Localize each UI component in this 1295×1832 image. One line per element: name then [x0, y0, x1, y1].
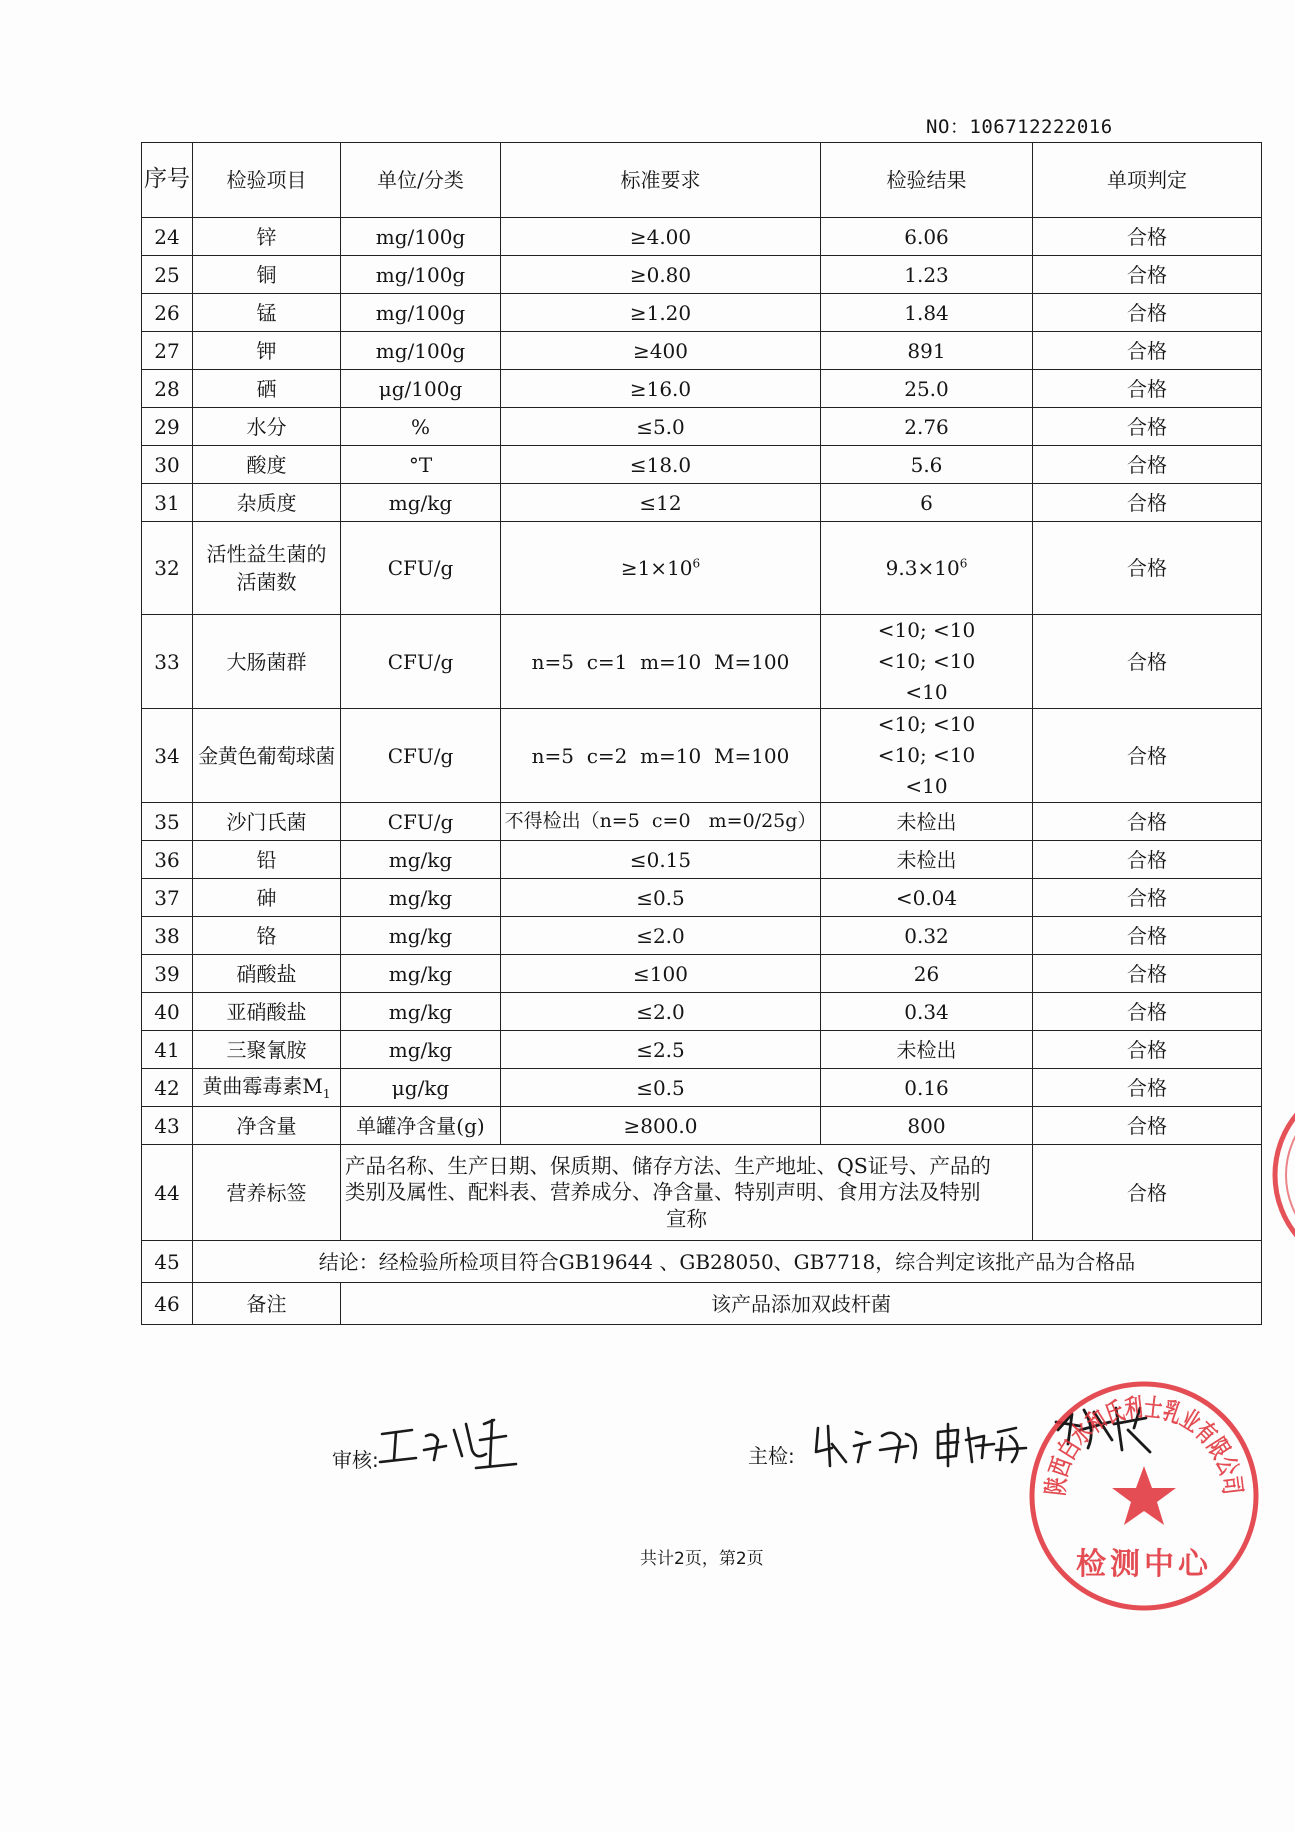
row-no: 40 — [142, 993, 193, 1031]
document-number: NO：106712222016 — [926, 116, 1113, 138]
seal-center-text: 检测中心 — [1076, 1547, 1212, 1582]
table-row — [142, 370, 1262, 408]
row-judgment: 合格 — [1033, 615, 1262, 709]
row-no: 39 — [142, 955, 193, 993]
row-result: 5.6 — [821, 446, 1033, 484]
row-unit: CFU/g — [341, 803, 501, 841]
table-row — [142, 615, 1262, 709]
row-result: 0.34 — [821, 993, 1033, 1031]
row-no: 32 — [142, 522, 193, 615]
row-result: 25.0 — [821, 370, 1033, 408]
result-line: <10 — [905, 680, 948, 704]
row-no: 37 — [142, 879, 193, 917]
table-row — [142, 1145, 1262, 1241]
row-item: 锰 — [193, 294, 341, 332]
row-judgment: 合格 — [1033, 709, 1262, 803]
reviewer-signature — [376, 1410, 526, 1478]
inspector-signature-2 — [932, 1418, 1032, 1474]
page-footer: 共计2页，第2页 — [640, 1549, 764, 1569]
row-no: 42 — [142, 1069, 193, 1107]
row-standard: ≤5.0 — [501, 408, 821, 446]
table-row — [142, 803, 1262, 841]
row-standard: ≤0.5 — [501, 879, 821, 917]
row-item: 铬 — [193, 917, 341, 955]
row-item — [193, 1069, 341, 1107]
inspection-table — [141, 142, 1262, 1325]
table-row — [142, 841, 1262, 879]
row-item: 营养标签 — [193, 1145, 341, 1241]
row-no: 41 — [142, 1031, 193, 1069]
requirement-line: 宣称 — [666, 1206, 707, 1231]
row-item: 钾 — [193, 332, 341, 370]
row-result: <0.04 — [821, 879, 1033, 917]
row-no: 35 — [142, 803, 193, 841]
table-row — [142, 446, 1262, 484]
row-result: 0.16 — [821, 1069, 1033, 1107]
row-standard: ≥400 — [501, 332, 821, 370]
row-judgment: 合格 — [1033, 484, 1262, 522]
header-standard: 标准要求 — [501, 143, 821, 218]
row-standard — [501, 522, 821, 615]
row-no: 45 — [142, 1241, 193, 1283]
company-seal — [1026, 1378, 1262, 1614]
table-row — [142, 1069, 1262, 1107]
row-no: 46 — [142, 1283, 193, 1325]
row-item: 水分 — [193, 408, 341, 446]
row-result: 6 — [821, 484, 1033, 522]
row-item: 硒 — [193, 370, 341, 408]
row-no: 31 — [142, 484, 193, 522]
row-result — [821, 709, 1033, 803]
row-unit: CFU/g — [341, 615, 501, 709]
row-result: 26 — [821, 955, 1033, 993]
table-row — [142, 1031, 1262, 1069]
row-result — [821, 522, 1033, 615]
row-judgment: 合格 — [1033, 841, 1262, 879]
row-judgment: 合格 — [1033, 446, 1262, 484]
row-judgment: 合格 — [1033, 1031, 1262, 1069]
row-no: 25 — [142, 256, 193, 294]
row-unit: mg/kg — [341, 917, 501, 955]
row-result: 891 — [821, 332, 1033, 370]
row-no: 30 — [142, 446, 193, 484]
row-item: 铅 — [193, 841, 341, 879]
header-result: 检验结果 — [821, 143, 1033, 218]
row-result: 1.84 — [821, 294, 1033, 332]
row-item: 硝酸盐 — [193, 955, 341, 993]
row-judgment: 合格 — [1033, 332, 1262, 370]
result-line: <10; <10 — [877, 712, 976, 736]
row-no: 33 — [142, 615, 193, 709]
table-header-row — [142, 143, 1262, 218]
row-result: 6.06 — [821, 218, 1033, 256]
row-standard: ≥800.0 — [501, 1107, 821, 1145]
row-judgment: 合格 — [1033, 1069, 1262, 1107]
table-row — [142, 484, 1262, 522]
row-standard: ≤100 — [501, 955, 821, 993]
standard-exponent: 6 — [692, 556, 701, 571]
header-seq: 序号 — [142, 143, 193, 218]
requirement-line: 类别及属性、配料表、营养成分、净含量、特别声明、食用方法及特别 — [345, 1180, 981, 1205]
result-line: <10; <10 — [877, 649, 976, 673]
table-row — [142, 1107, 1262, 1145]
row-result — [821, 615, 1033, 709]
nutrition-label-requirements — [341, 1145, 1033, 1241]
row-standard: ≥0.80 — [501, 256, 821, 294]
row-item: 酸度 — [193, 446, 341, 484]
row-standard: ≤2.0 — [501, 993, 821, 1031]
reviewer-label: 审核: — [332, 1448, 379, 1472]
row-judgment: 合格 — [1033, 955, 1262, 993]
inspector-label: 主检: — [748, 1444, 795, 1468]
result-exponent: 6 — [959, 556, 968, 571]
row-no: 29 — [142, 408, 193, 446]
header-judgment: 单项判定 — [1033, 143, 1262, 218]
requirement-line: 产品名称、生产日期、保质期、储存方法、生产地址、QS证号、产品的 — [345, 1153, 991, 1178]
remarks: 该产品添加双歧杆菌 — [341, 1283, 1262, 1325]
partial-seal — [1250, 1075, 1295, 1275]
row-no: 27 — [142, 332, 193, 370]
row-item: 备注 — [193, 1283, 341, 1325]
row-unit: mg/100g — [341, 256, 501, 294]
table-row — [142, 256, 1262, 294]
row-item: 铜 — [193, 256, 341, 294]
row-no: 26 — [142, 294, 193, 332]
row-no: 38 — [142, 917, 193, 955]
row-item — [193, 522, 341, 615]
table-row — [142, 993, 1262, 1031]
row-item: 砷 — [193, 879, 341, 917]
row-item-line: 活性益生菌的 — [206, 542, 327, 566]
standard-base: ≥1×10 — [620, 556, 693, 580]
table-row — [142, 879, 1262, 917]
row-result: 未检出 — [821, 803, 1033, 841]
row-judgment: 合格 — [1033, 256, 1262, 294]
row-standard: ≥4.00 — [501, 218, 821, 256]
table-row — [142, 1283, 1262, 1325]
row-result: 1.23 — [821, 256, 1033, 294]
row-unit: 单罐净含量(g) — [341, 1107, 501, 1145]
row-result: 2.76 — [821, 408, 1033, 446]
row-judgment: 合格 — [1033, 879, 1262, 917]
header-unit: 单位/分类 — [341, 143, 501, 218]
table-row — [142, 917, 1262, 955]
row-unit: mg/kg — [341, 1031, 501, 1069]
row-unit: μg/100g — [341, 370, 501, 408]
row-unit: % — [341, 408, 501, 446]
row-standard: ≥1.20 — [501, 294, 821, 332]
row-no: 36 — [142, 841, 193, 879]
row-result: 0.32 — [821, 917, 1033, 955]
row-standard: ≤0.5 — [501, 1069, 821, 1107]
table-row — [142, 1241, 1262, 1283]
row-result: 未检出 — [821, 1031, 1033, 1069]
row-no: 44 — [142, 1145, 193, 1241]
result-base: 9.3×10 — [885, 556, 960, 580]
row-standard: ≥16.0 — [501, 370, 821, 408]
row-unit: mg/kg — [341, 955, 501, 993]
item-subscript: 1 — [322, 1086, 331, 1101]
row-result: 未检出 — [821, 841, 1033, 879]
row-judgment: 合格 — [1033, 1145, 1262, 1241]
row-unit: mg/100g — [341, 294, 501, 332]
row-unit: mg/kg — [341, 993, 501, 1031]
inspector-signature-1 — [810, 1418, 930, 1474]
row-no: 28 — [142, 370, 193, 408]
seal-ring-text: 陕西白水和氏利士乳业有限公司 — [1040, 1391, 1249, 1503]
row-item-line: 活菌数 — [236, 570, 297, 594]
row-unit: mg/kg — [341, 879, 501, 917]
row-standard: n=5 c=2 m=10 M=100 — [501, 709, 821, 803]
conclusion: 结论：经检验所检项目符合GB19644 、GB28050、GB7718，综合判定该批产品为合格品 — [193, 1241, 1262, 1283]
row-unit: mg/kg — [341, 484, 501, 522]
result-line: <10 — [905, 774, 948, 798]
row-no: 34 — [142, 709, 193, 803]
row-judgment: 合格 — [1033, 294, 1262, 332]
row-unit: °T — [341, 446, 501, 484]
row-item: 三聚氰胺 — [193, 1031, 341, 1069]
table-row — [142, 408, 1262, 446]
row-no: 43 — [142, 1107, 193, 1145]
row-standard: ≤18.0 — [501, 446, 821, 484]
row-standard: ≤0.15 — [501, 841, 821, 879]
result-line: <10; <10 — [877, 743, 976, 767]
row-unit: CFU/g — [341, 522, 501, 615]
row-unit: CFU/g — [341, 709, 501, 803]
row-judgment: 合格 — [1033, 993, 1262, 1031]
row-standard: ≤2.0 — [501, 917, 821, 955]
row-judgment: 合格 — [1033, 803, 1262, 841]
row-item: 大肠菌群 — [193, 615, 341, 709]
row-item: 亚硝酸盐 — [193, 993, 341, 1031]
row-standard: ≤12 — [501, 484, 821, 522]
item-base: 黄曲霉毒素M — [202, 1073, 323, 1098]
row-item: 锌 — [193, 218, 341, 256]
row-item: 金黄色葡萄球菌 — [193, 709, 341, 803]
row-standard: n=5 c=1 m=10 M=100 — [501, 615, 821, 709]
table-row — [142, 332, 1262, 370]
row-item: 净含量 — [193, 1107, 341, 1145]
table-row — [142, 522, 1262, 615]
table-row — [142, 218, 1262, 256]
row-judgment: 合格 — [1033, 1107, 1262, 1145]
row-standard: 不得检出（n=5 c=0 m=0/25g） — [501, 803, 821, 841]
table-row — [142, 709, 1262, 803]
header-item: 检验项目 — [193, 143, 341, 218]
row-judgment: 合格 — [1033, 917, 1262, 955]
row-item: 杂质度 — [193, 484, 341, 522]
row-result: 800 — [821, 1107, 1033, 1145]
row-judgment: 合格 — [1033, 522, 1262, 615]
row-judgment: 合格 — [1033, 408, 1262, 446]
row-unit: mg/100g — [341, 218, 501, 256]
row-unit: μg/kg — [341, 1069, 501, 1107]
row-judgment: 合格 — [1033, 218, 1262, 256]
row-unit: mg/kg — [341, 841, 501, 879]
table-row — [142, 955, 1262, 993]
row-item: 沙门氏菌 — [193, 803, 341, 841]
row-standard: ≤2.5 — [501, 1031, 821, 1069]
row-judgment: 合格 — [1033, 370, 1262, 408]
table-row — [142, 294, 1262, 332]
row-unit: mg/100g — [341, 332, 501, 370]
result-line: <10; <10 — [877, 618, 976, 642]
row-no: 24 — [142, 218, 193, 256]
